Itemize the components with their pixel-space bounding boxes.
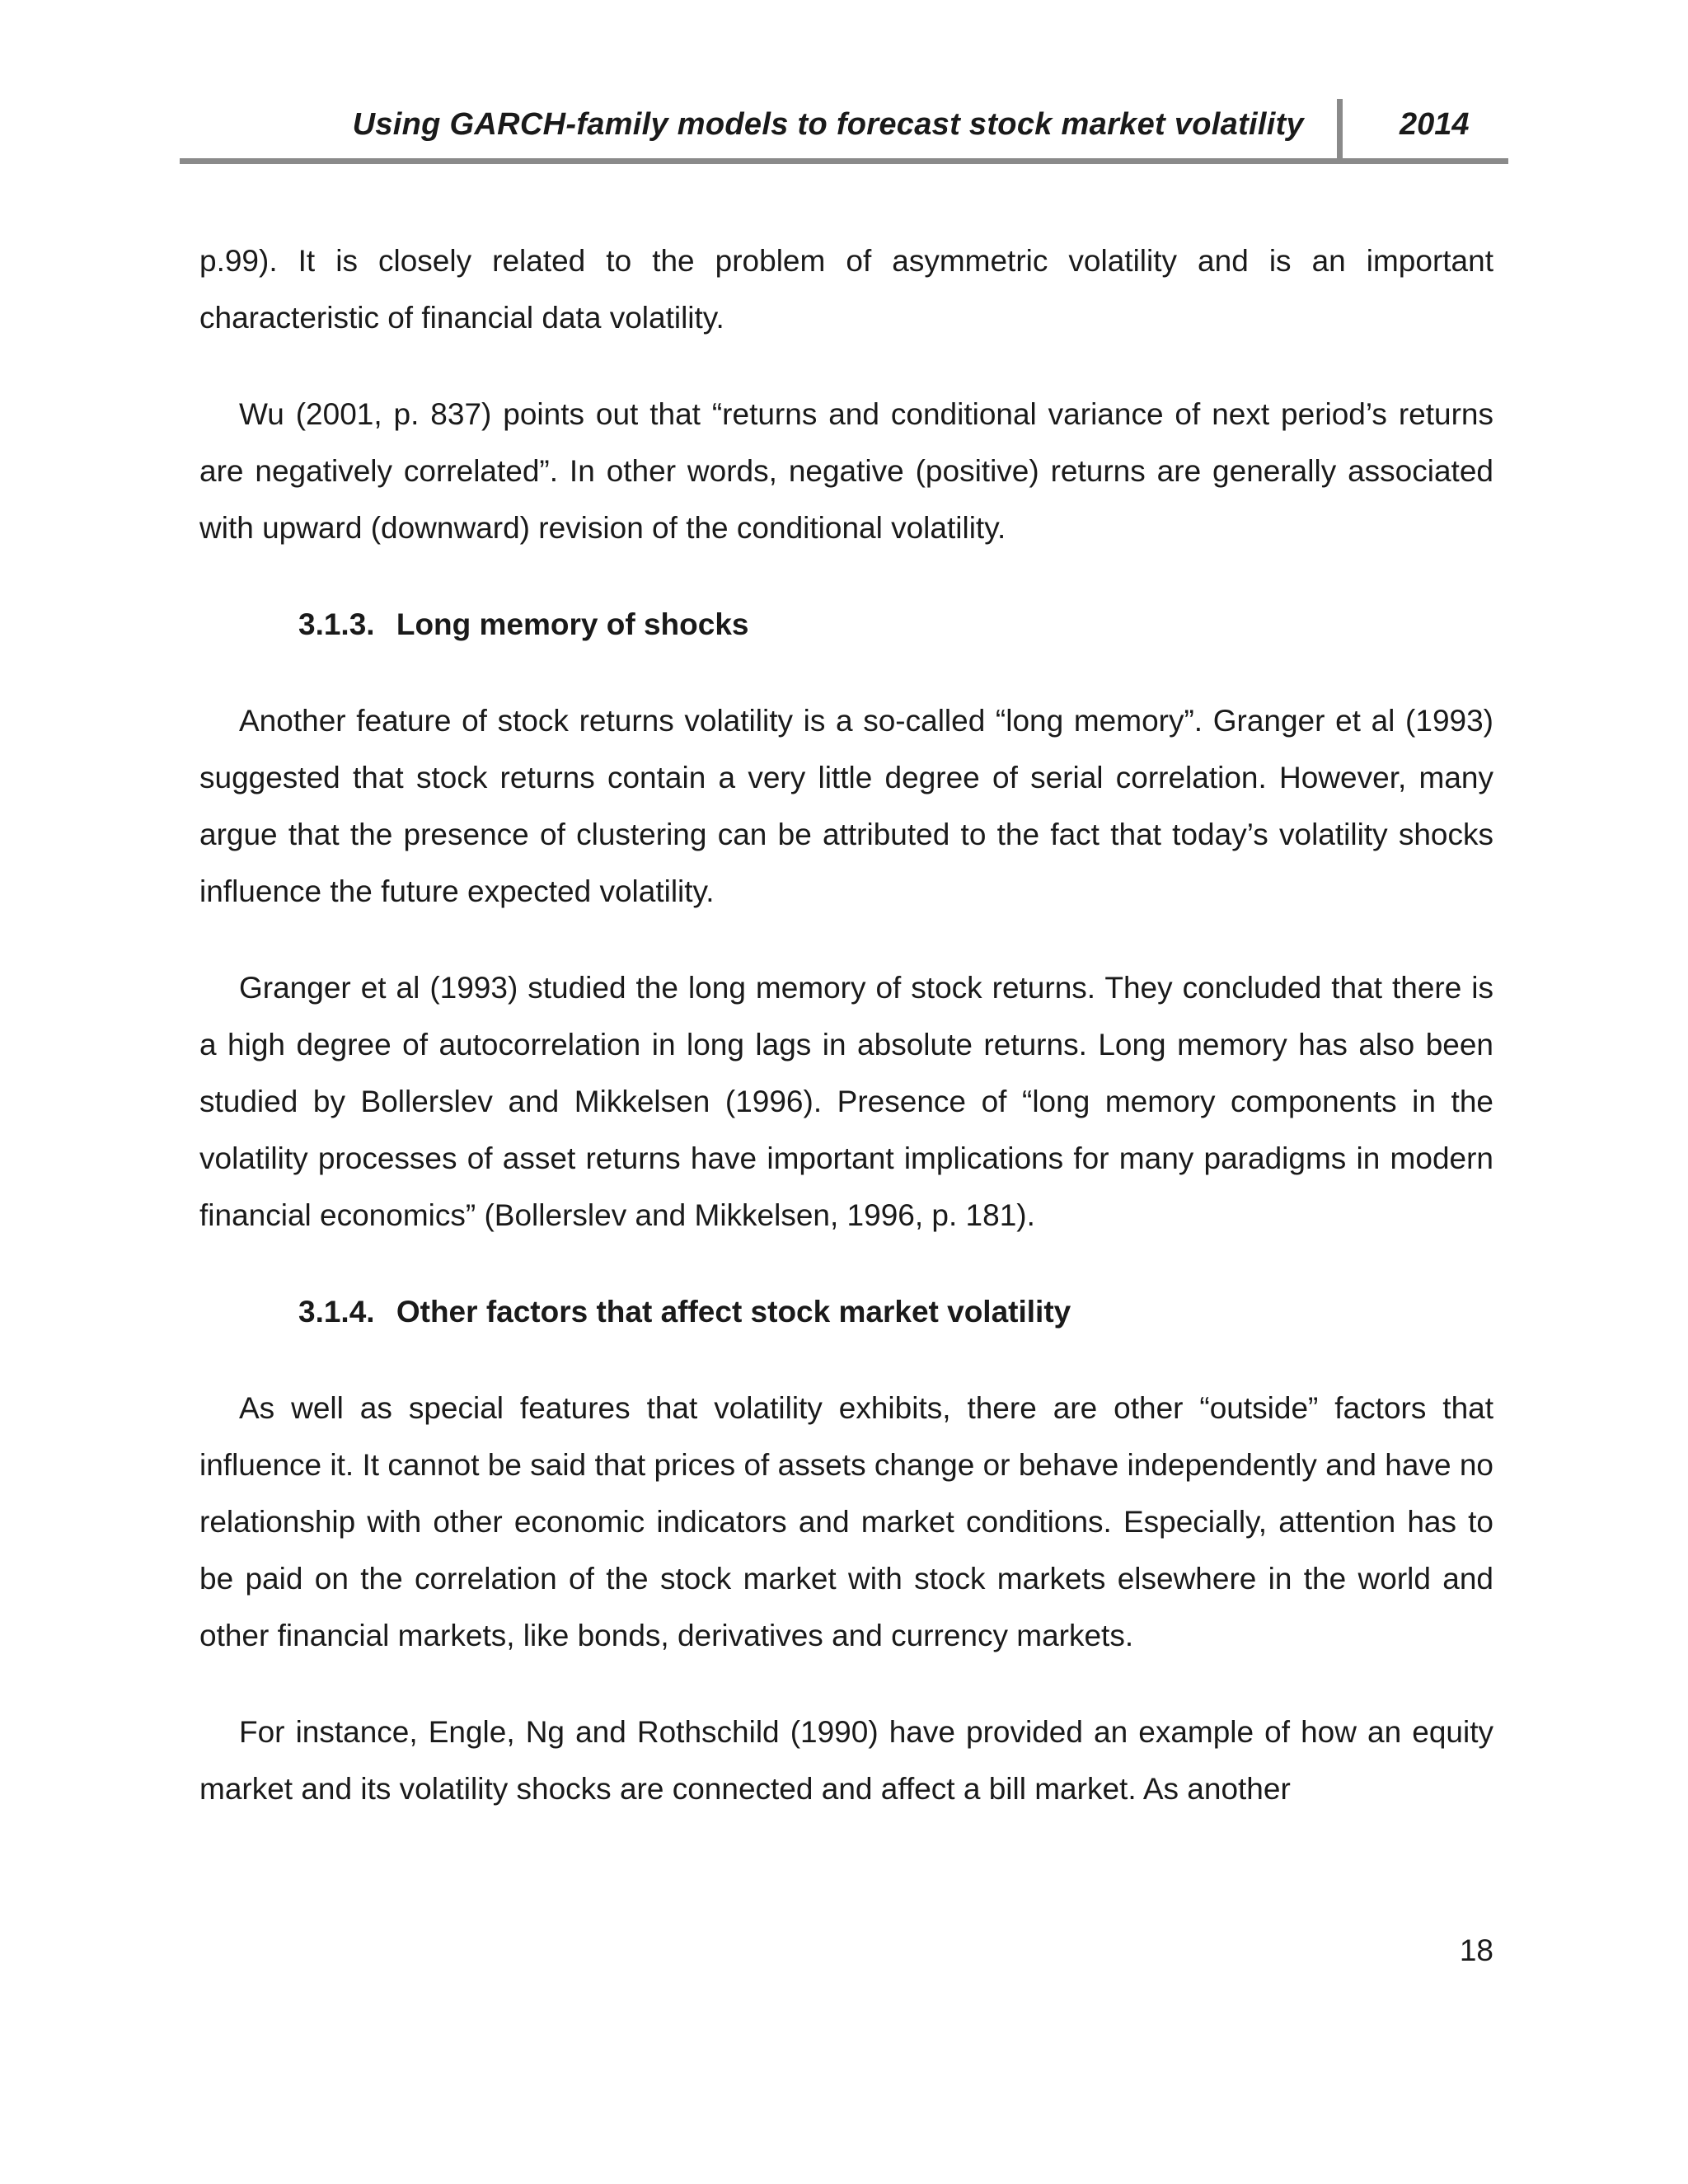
section-title: Other factors that affect stock market volatility [396, 1295, 1071, 1329]
page-number: 18 [1459, 1933, 1493, 1967]
paragraph-engle-ng-rothschild: For instance, Engle, Ng and Rothschild (1990) have provided an example of how an equity market and its volatility shocks are connected and affect a bill market. As another [199, 1715, 1493, 1806]
paragraph-long-memory-intro: Another feature of stock returns volatility is a so-called “long memory”. Granger et al (1993) suggested that stock returns contain a very little degree of serial correlation. However, many argue that the presence of clustering can be attributed to the fact that today’s volatility shocks influence the future expected volatility. [199, 704, 1493, 908]
section-heading-3-1-4 [199, 1283, 1493, 1340]
paragraph-granger-1993: Granger et al (1993) studied the long memory of stock returns. They concluded that there is a high degree of autocorrelation in long lags in absolute returns. Long memory has also been studied by Bollerslev and Mikkelsen (1996). Presence of “long memory components in the volatility processes of asset returns have important implications for many paradigms in modern financial economics” (Bollerslev and Mikkelsen, 1996, p. 181). [199, 971, 1493, 1232]
section-heading-3-1-3 [199, 596, 1493, 653]
section-title: Long memory of shocks [396, 607, 749, 641]
section-number: 3.1.4. [298, 1295, 375, 1329]
running-header [180, 97, 1508, 165]
section-number: 3.1.3. [298, 607, 375, 641]
running-header-title: Using GARCH-family models to forecast stock market volatility [352, 107, 1304, 142]
paragraph-continuation: p.99). It is closely related to the problem of asymmetric volatility and is an important characteristic of financial data volatility. [199, 244, 1493, 335]
header-rule [180, 158, 1508, 164]
running-header-year: 2014 [1400, 107, 1470, 142]
paragraph-outside-factors: As well as special features that volatility exhibits, there are other “outside” factors that influence it. It cannot be said that prices of assets change or behave independently and have no relationship with other economic indicators and market conditions. Especially, attention has to be paid on the correlation of the stock market with stock markets elsewhere in the world and other financial markets, like bonds, derivatives and currency markets. [199, 1391, 1493, 1652]
paragraph-wu-2001: Wu (2001, p. 837) points out that “returns and conditional variance of next period’s returns are negatively correlated”. In other words, negative (positive) returns are generally associated with upward (downward) revision of the conditional volatility. [199, 397, 1493, 545]
header-divider [1337, 99, 1343, 162]
page-body [199, 232, 1493, 1857]
